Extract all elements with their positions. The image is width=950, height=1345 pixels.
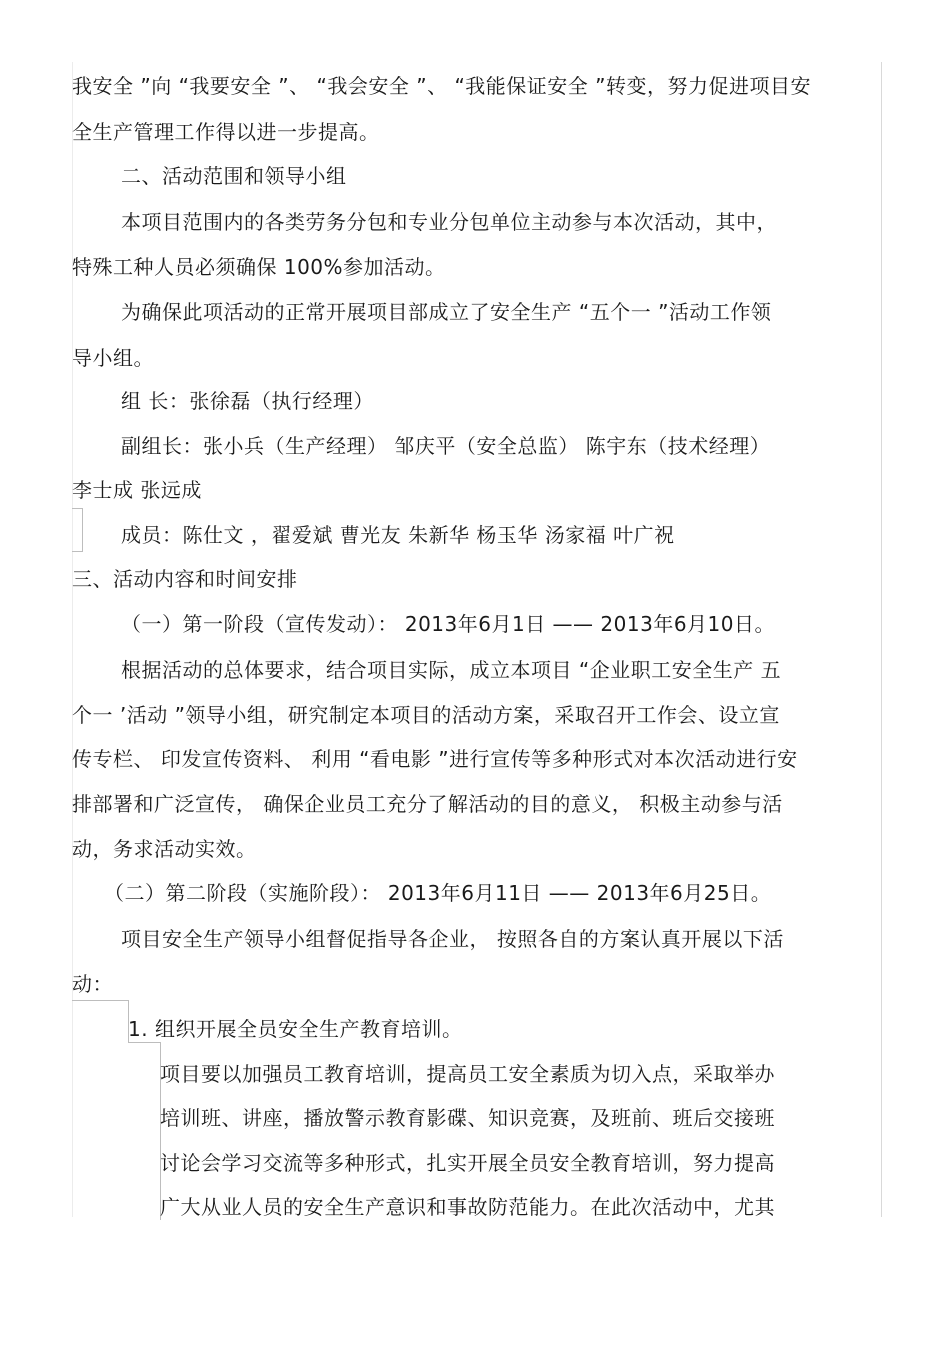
list-item-1-text-3: 讨论会学习交流等多种形式，扎实开展全员安全教育培训，努力提高 [160,1151,775,1175]
list-item-1-title: 1. 组织开展全员安全生产教育培训。 [128,1017,463,1041]
text-line-16: 传专栏、 印发宣传资料、 利用 “看电影 ”进行宣传等多种形式对本次活动进行安 [72,747,798,771]
list-item-1-text-2: 培训班、讲座，播放警示教育影碟、知识竞赛，及班前、班后交接班 [160,1106,775,1130]
group-leader-line: 组 长：张徐磊（执行经理） [121,389,374,413]
list-item-1-text-4: 广大从业人员的安全生产意识和事故防范能力。在此次活动中，尤其 [160,1195,775,1219]
text-line-2: 全生产管理工作得以进一步提高。 [72,120,380,144]
margin-bracket [72,508,83,552]
deputy-leaders-line: 副组长：张小兵（生产经理） 邹庆平（安全总监） 陈宇东（技术经理） [121,434,771,458]
deputy-leaders-cont: 李士成 张远成 [72,478,202,502]
text-line-17: 排部署和广泛宣传， 确保企业员工充分了解活动的目的意义， 积极主动参与活 [72,792,783,816]
text-line-14: 根据活动的总体要求，结合项目实际，成立本项目 “企业职工安全生产 五 [121,658,782,682]
text-line-5: 特殊工种人员必须确保 100%参加活动。 [72,255,446,279]
text-line-4: 本项目范围内的各类劳务分包和专业分包单位主动参与本次活动，其中， [121,210,777,234]
section-heading-3: 三、活动内容和时间安排 [72,567,298,591]
text-line-20: 项目安全生产领导小组督促指导各企业， 按照各自的方案认真开展以下活 [121,927,784,951]
list-rule-top [72,1000,128,1001]
section-heading-2: 二、活动范围和领导小组 [121,164,347,188]
phase-1-heading: （一）第一阶段（宣传发动）： 2013年6月1日 —— 2013年6月10日。 [121,612,775,636]
list-item-1-text-1: 项目要以加强员工教育培训，提高员工安全素质为切入点，采取举办 [160,1062,775,1086]
page-left-edge [72,62,73,1217]
text-line-6: 为确保此项活动的正常开展项目部成立了安全生产 “五个一 ”活动工作领 [121,300,772,324]
text-line-21: 动： [72,972,113,996]
text-line-7: 导小组。 [72,346,154,370]
text-line-18: 动，务求活动实效。 [72,837,257,861]
list-rule-mid [128,1042,160,1043]
page-right-edge [881,62,882,1217]
phase-2-heading: （二）第二阶段（实施阶段）： 2013年6月11日 —— 2013年6月25日。 [104,881,772,905]
members-line: 成员：陈仕文 ，翟爱斌 曹光友 朱新华 杨玉华 汤家福 叶广祝 [121,523,675,547]
text-line-15: 个一 ’活动 ”领导小组，研究制定本项目的活动方案，采取召开工作会、设立宣 [72,703,780,727]
text-line-1: 我安全 ”向 “我要安全 ”、 “我会安全 ”、 “我能保证安全 ”转变，努力促进项目安 [72,74,812,98]
